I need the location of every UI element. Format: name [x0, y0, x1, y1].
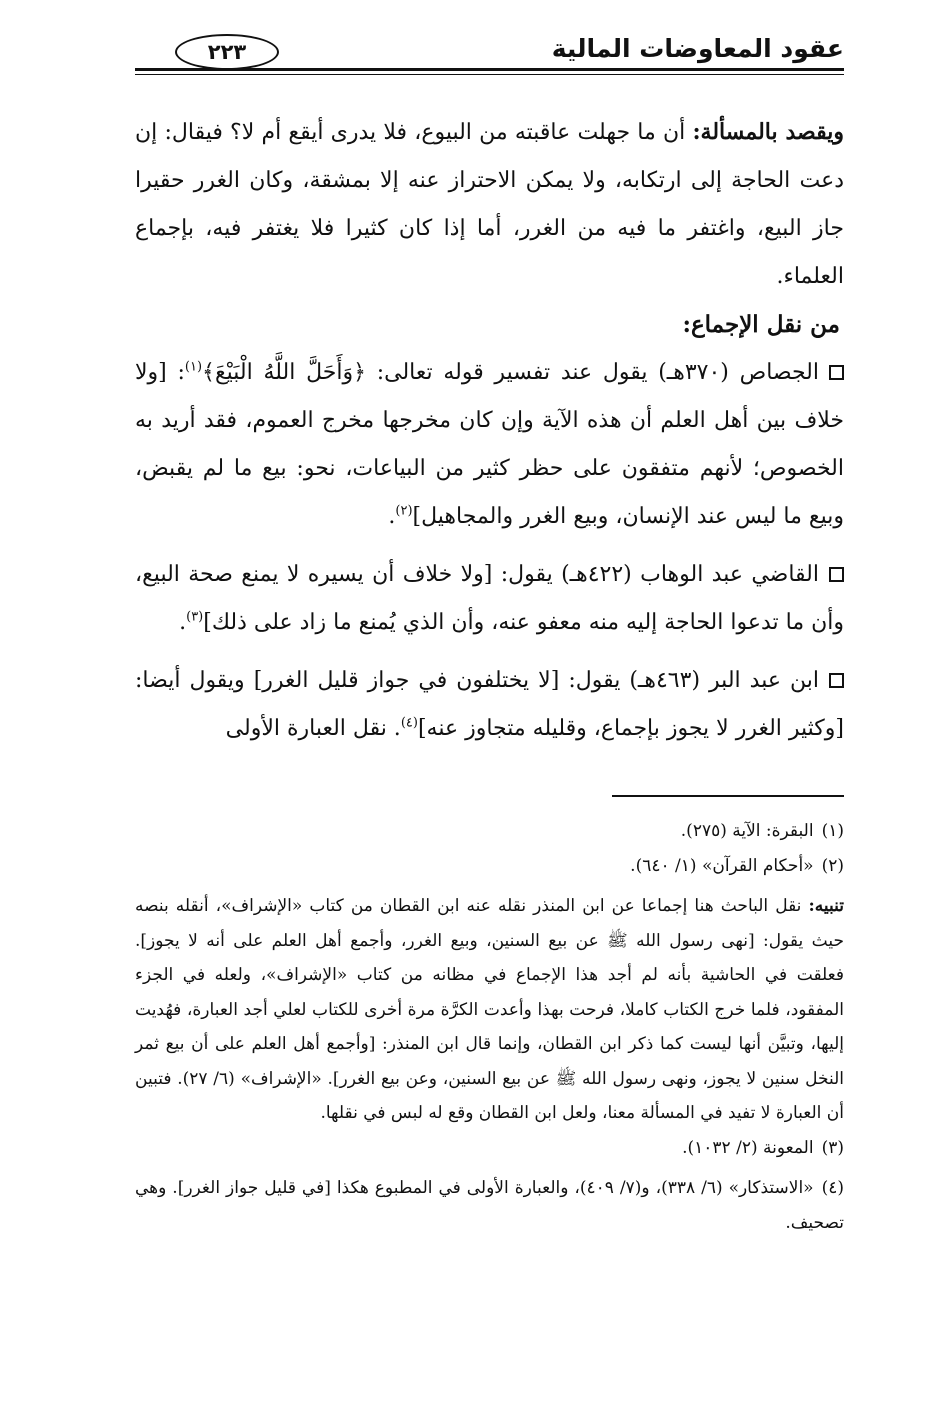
footnote-text: «الاستذكار» (٦/ ٣٣٨)، و(٧/ ٤٠٩)، والعبارة الأولى في المطبوع هكذا [في قليل جواز الغرر]. وهي تصحيف.: [135, 1178, 844, 1233]
footnote-note: [135, 889, 844, 1131]
entry-ibn-abdulbarr: [135, 657, 844, 753]
footnote-ref: (١): [184, 359, 203, 375]
section-heading: من نقل الإجماع:: [682, 311, 840, 338]
page-header: [135, 28, 844, 84]
checkbox-bullet-icon: [829, 365, 844, 380]
checkbox-bullet-icon: [829, 567, 844, 582]
footnote-separator: [612, 795, 844, 797]
entry-tail: .: [179, 610, 187, 635]
entry-text: القاضي عبد الوهاب (٤٢٢هـ) يقول: [ولا خلاف أن يسيره لا يمنع صحة البيع، وأن ما تدعوا الحاجة إليه منه معفو عنه، وأن الذي يُمنع ما زاد على ذلك]: [135, 562, 844, 635]
footnote-number: (١): [821, 821, 844, 841]
intro-lead: ويقصد بالمسألة:: [692, 119, 844, 145]
footnote-text: «أحكام القرآن» (١/ ٦٤٠).: [630, 855, 814, 876]
intro-text: أن ما جهلت عاقبته من البيوع، فلا يدرى أيقع أم لا؟ فيقال: إن دعت الحاجة إلى ارتكابه، ولا يمكن الاحتراز عنه إلا بمشقة، وكان الغرر حقيرا جاز البيع، واغتفر ما فيه من الغرر، أما إذا كان كثيرا فلا يغتفر فيه، بإجماع العلماء.: [135, 120, 844, 289]
footnotes: [135, 814, 844, 1240]
entry-abdulwahhab: [135, 551, 844, 647]
footnote-ref: (٤): [400, 715, 418, 731]
footnote-number: (٢): [821, 855, 844, 876]
entry-text-cont: : [ولا خلاف بين أهل العلم أن هذه الآية وإن كان مخرجها مخرج العموم، فقد أريد به الخصوص؛ لأنهم متفقون على حظر كثير من البياعات، نحو: بيع ما لم يقبض، وبيع ما ليس عند الإنسان، وبيع الغرر والمجاهيل]: [135, 360, 844, 529]
footnote-ref: (٣): [186, 609, 204, 625]
footnote-number: (٣): [821, 1137, 844, 1158]
running-title: عقود المعاوضات المالية: [551, 34, 844, 63]
entry-tail: .: [388, 504, 396, 529]
footnote-ref: (٢): [395, 503, 413, 519]
footnote-text: المعونة (٢/ ١٠٣٢).: [682, 1137, 814, 1158]
main-text: [135, 108, 844, 753]
checkbox-bullet-icon: [829, 673, 844, 688]
entry-text: ابن عبد البر (٤٦٣هـ) يقول: [لا يختلفون في جواز قليل الغرر] ويقول أيضا: [وكثير الغرر لا يجوز بإجماع، وقليله متجاوز عنه]: [135, 668, 844, 741]
header-rule-thin: [135, 74, 844, 75]
footnote-text: البقرة: الآية (٢٧٥).: [680, 821, 814, 841]
footnote-1: [135, 814, 844, 849]
footnote-3: [135, 1131, 844, 1166]
entry-tail: . نقل العبارة الأولى: [225, 716, 401, 741]
entry-jassas: [135, 349, 844, 541]
note-text: نقل الباحث هنا إجماعا عن ابن المنذر نقله عنه ابن القطان من كتاب «الإشراف»، أنقله بنصه حيث يقول: [نهى رسول الله ﷺ عن بيع السنين، وبيع الغرر، وأجمع أهل العلم على أنه لا يجوز]. فعلقت في الحاشية بأنه لم أجد هذا الإجماع في مظانه من كتاب «الإشراف»، ولعله في الجزء المفقود، فلما خرج الكتاب كاملا، فرحت بهذا وأعدت الكرَّة مرة أخرى للكتاب لعلي أجد العبارة، فهُديت إليها، وتبيَّن أنها ليست كما ذكر ابن القطان، وإنما قال ابن المنذر: [وأجمع أهل العلم على أن بيع ثمر النخل سنين لا يجوز، ونهى رسول الله ﷺ عن بيع السنين، وعن بيع الغرر]. «الإشراف» (٦/ ٢٧). فتبين أن العبارة لا تفيد في المسألة معنا، ولعل ابن القطان وقع له لبس في نقلها.: [135, 896, 845, 1123]
footnote-2: [135, 849, 844, 884]
entry-text: الجصاص (٣٧٠هـ) يقول عند تفسير قوله تعالى: ﴿وَأَحَلَّ اللَّهُ الْبَيْعَ﴾: [202, 360, 819, 385]
page-number: ٢٢٣: [175, 34, 279, 70]
intro-paragraph: [135, 108, 844, 301]
footnote-4: [135, 1171, 844, 1240]
footnote-number: (٤): [821, 1178, 844, 1198]
note-label: تنبيه:: [808, 896, 844, 916]
